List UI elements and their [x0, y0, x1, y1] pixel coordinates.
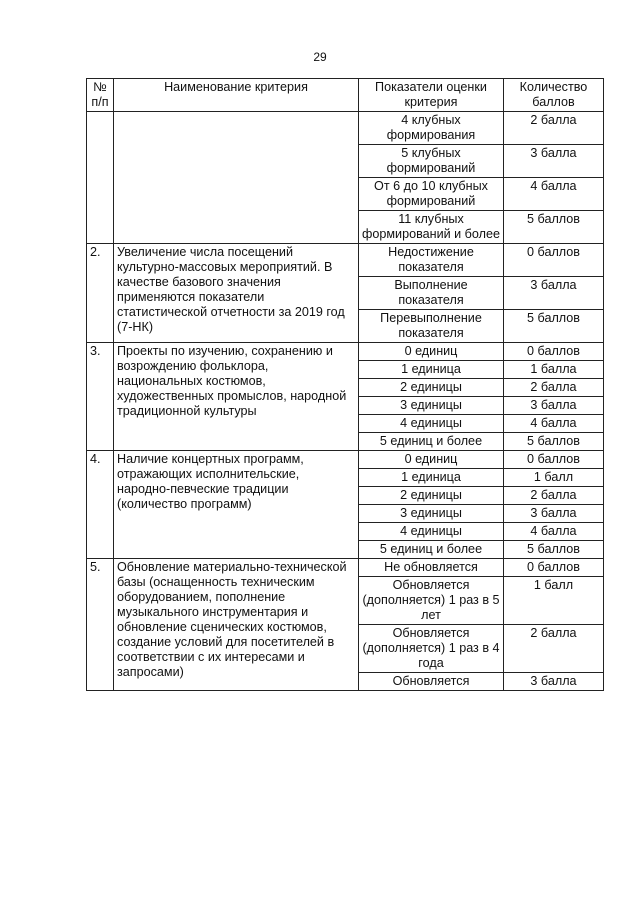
- points-cell: 0 баллов: [504, 343, 604, 361]
- criterion-name-cell: Наличие концертных программ, отражающих исполнительские, народно-певческие традиции (количество программ): [114, 451, 359, 559]
- points-cell: 2 балла: [504, 487, 604, 505]
- points-cell: 5 баллов: [504, 211, 604, 244]
- table-row: [87, 112, 604, 145]
- indicator-cell: 5 клубных формирований: [359, 145, 504, 178]
- indicator-cell: 4 единицы: [359, 523, 504, 541]
- points-cell: 1 балл: [504, 577, 604, 625]
- points-cell: 3 балла: [504, 673, 604, 691]
- page-number: 29: [313, 50, 327, 64]
- criterion-name-cell: Проекты по изучению, сохранению и возрождению фольклора, национальных костюмов, художественных промыслов, народной традиционной культуры: [114, 343, 359, 451]
- criterion-name-cell: [114, 112, 359, 244]
- points-cell: 2 балла: [504, 379, 604, 397]
- table-row: [87, 451, 604, 469]
- points-cell: 4 балла: [504, 523, 604, 541]
- points-cell: 0 баллов: [504, 559, 604, 577]
- indicator-cell: 1 единица: [359, 361, 504, 379]
- row-num-cell: 3.: [87, 343, 114, 451]
- points-cell: 4 балла: [504, 178, 604, 211]
- points-cell: 3 балла: [504, 397, 604, 415]
- points-cell: 3 балла: [504, 505, 604, 523]
- indicator-cell: 2 единицы: [359, 379, 504, 397]
- header-points: Количество баллов: [504, 79, 604, 112]
- indicator-cell: 1 единица: [359, 469, 504, 487]
- indicator-cell: От 6 до 10 клубных формирований: [359, 178, 504, 211]
- points-cell: 2 балла: [504, 112, 604, 145]
- points-cell: 5 баллов: [504, 310, 604, 343]
- header-row: [87, 79, 604, 112]
- indicator-cell: 3 единицы: [359, 397, 504, 415]
- criterion-name-cell: Обновление материально-технической базы (оснащенность техническим оборудованием, пополнение музыкального инструментария и обновление сценических костюмов, создание условий для посетителей в соответствии с их интересами и запросами): [114, 559, 359, 691]
- points-cell: 5 баллов: [504, 433, 604, 451]
- indicator-cell: 5 единиц и более: [359, 541, 504, 559]
- indicator-cell: 3 единицы: [359, 505, 504, 523]
- indicator-cell: 11 клубных формирований и более: [359, 211, 504, 244]
- row-num-cell: 2.: [87, 244, 114, 343]
- indicator-cell: Выполнение показателя: [359, 277, 504, 310]
- indicator-cell: 4 единицы: [359, 415, 504, 433]
- header-num: № п/п: [87, 79, 114, 112]
- indicator-cell: 0 единиц: [359, 343, 504, 361]
- points-cell: 0 баллов: [504, 244, 604, 277]
- indicator-cell: 2 единицы: [359, 487, 504, 505]
- indicator-cell: 5 единиц и более: [359, 433, 504, 451]
- row-num-cell: 5.: [87, 559, 114, 691]
- points-cell: 0 баллов: [504, 451, 604, 469]
- points-cell: 1 балла: [504, 361, 604, 379]
- points-cell: 3 балла: [504, 277, 604, 310]
- indicator-cell: Перевыполнение показателя: [359, 310, 504, 343]
- indicator-cell: Обновляется (дополняется) 1 раз в 5 лет: [359, 577, 504, 625]
- table-row: [87, 559, 604, 577]
- header-indicator: Показатели оценки критерия: [359, 79, 504, 112]
- table-row: [87, 343, 604, 361]
- row-num-cell: 4.: [87, 451, 114, 559]
- indicator-cell: Не обновляется: [359, 559, 504, 577]
- indicator-cell: 0 единиц: [359, 451, 504, 469]
- criteria-table: [86, 78, 604, 691]
- table-body: [87, 112, 604, 691]
- points-cell: 5 баллов: [504, 541, 604, 559]
- indicator-cell: Обновляется (дополняется) 1 раз в 4 года: [359, 625, 504, 673]
- indicator-cell: Обновляется: [359, 673, 504, 691]
- table-row: [87, 244, 604, 277]
- points-cell: 4 балла: [504, 415, 604, 433]
- indicator-cell: 4 клубных формирования: [359, 112, 504, 145]
- points-cell: 2 балла: [504, 625, 604, 673]
- points-cell: 1 балл: [504, 469, 604, 487]
- header-name: Наименование критерия: [114, 79, 359, 112]
- row-num-cell: [87, 112, 114, 244]
- criterion-name-cell: Увеличение числа посещений культурно-массовых мероприятий. В качестве базового значения применяются показатели статистической отчетности за 2019 год (7-НК): [114, 244, 359, 343]
- points-cell: 3 балла: [504, 145, 604, 178]
- indicator-cell: Недостижение показателя: [359, 244, 504, 277]
